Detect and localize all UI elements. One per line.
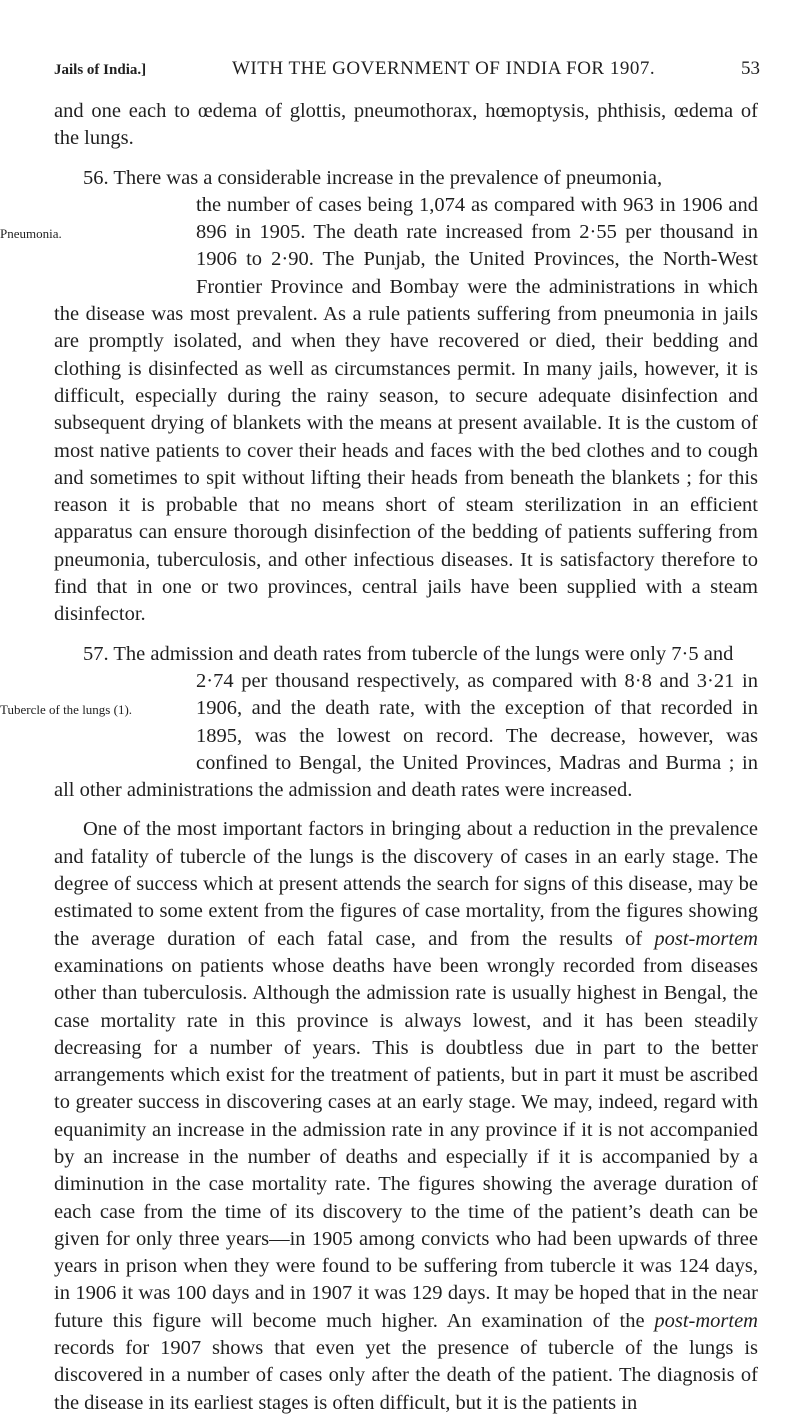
paragraph-56-lead: 56. There was a considerable increase in the prevalence of pneumonia, <box>83 166 663 189</box>
margin-note-pneumonia-text: Pneumonia. <box>0 226 62 242</box>
paragraph-58-part-b: examinations on patients whose deaths have been wrongly recorded from diseases other than tuberculosis. Although the admission rate is usually highest in Bengal, the case mortality rate in this province is always lowest, and it has been steadily decreasing for a number of years. This is doubtless due in part to the better arrangements which exist for the treatment of patients, but in part it must be ascribed to greater success in discovering cases at an early stage. We may, indeed, regard with equanimity an increase in the admission rate in any province if it is not accompanied by an increase in the number of deaths and especially if it is accompanied by a diminution in the case mortality rate. The figures showing the average duration of each case from the time of its discovery to the time of the patient’s death can be given for only three years—in 1905 among convicts who had been upwards of three years in prison when they were found to be suffering from tubercle it was 124 days, in 1906 it was 100 days and in 1907 it was 129 days. It may be hoped that in the near future this figure will become much higher. An examination of the <box>54 954 758 1332</box>
paragraph-57-lead: 57. The admission and death rates from tubercle of the lungs were only 7·5 and <box>83 642 734 665</box>
paragraph-56 <box>0 165 758 629</box>
header-section-label: Jails of India.] <box>54 62 147 78</box>
paragraph-57-text: 2·74 per thousand respectively, as compared with 8·8 and 3·21 in 1906, and the death rate, with the exception of that recorded in 1895, was the lowest on record. The decrease, however, was confined to Bengal, the United Provinces, Madras and Burma ; in all other administrations the admission and death rates were increased. <box>54 669 758 802</box>
paragraph-56-text: the number of cases being 1,074 as compared with 963 in 1906 and 896 in 1905. The death rate increased from 2·55 per thousand in 1906 to 2·90. The Punjab, the United Provinces, the North-West Frontier Province and Bombay were the administrations in which the disease was most prevalent. As a rule patients suffering from pneumonia in jails are promptly isolated, and when they have recovered or died, their bedding and clothing is disinfected as well as circumstances permit. In many jails, however, it is difficult, especially during the rainy season, to secure adequate disinfection and subsequent drying of blankets with the means at present available. It is the custom of most native patients to cover their heads and faces with the bed clothes and to cough and sometimes to spit without lifting their heads from beneath the blankets ; for this reason it is probable that no means short of steam sterilization in an efficient apparatus can ensure thorough disinfection of the bedding of patients suffering from pneumonia, tuberculosis, and other infectious diseases. It is satisfactory therefore to find that in one or two provinces, central jails have been supplied with a steam disinfector. <box>54 193 758 626</box>
margin-note-tubercle <box>0 668 196 752</box>
header-title: WITH THE GOVERNMENT OF INDIA FOR 1907. <box>232 58 656 79</box>
page-number: 53 <box>740 58 760 79</box>
document-body <box>0 98 758 1417</box>
paragraph-57 <box>0 641 758 805</box>
paragraph-58 <box>54 816 758 1417</box>
margin-note-tubercle-text: Tubercle of the lungs (1). <box>0 702 133 718</box>
paragraph-58-part-c: records for 1907 shows that even yet the presence of tubercle of the lungs is discovered in a number of cases only after the death of the patient. The diagnosis of the disease in its earliest stages is often difficult, but it is the patients in <box>54 1337 758 1414</box>
post-mortem-term-2: post-mortem <box>654 1309 758 1332</box>
paragraph-continuation: and one each to œdema of glottis, pneumothorax, hœmoptysis, phthisis, œdema of the lungs. <box>54 100 758 150</box>
post-mortem-term-1: post-mortem <box>654 927 758 950</box>
margin-note-pneumonia <box>0 192 196 276</box>
running-header <box>54 58 760 80</box>
paragraph-58-part-a: One of the most important factors in bringing about a reduction in the prevalence and fatality of tubercle of the lungs is the discovery of cases in an early stage. The degree of success which at present attends the search for signs of this disease, may be estimated to some extent from the figures of case mortality, from the figures showing the average duration of each fatal case, and from the results of <box>54 818 758 950</box>
